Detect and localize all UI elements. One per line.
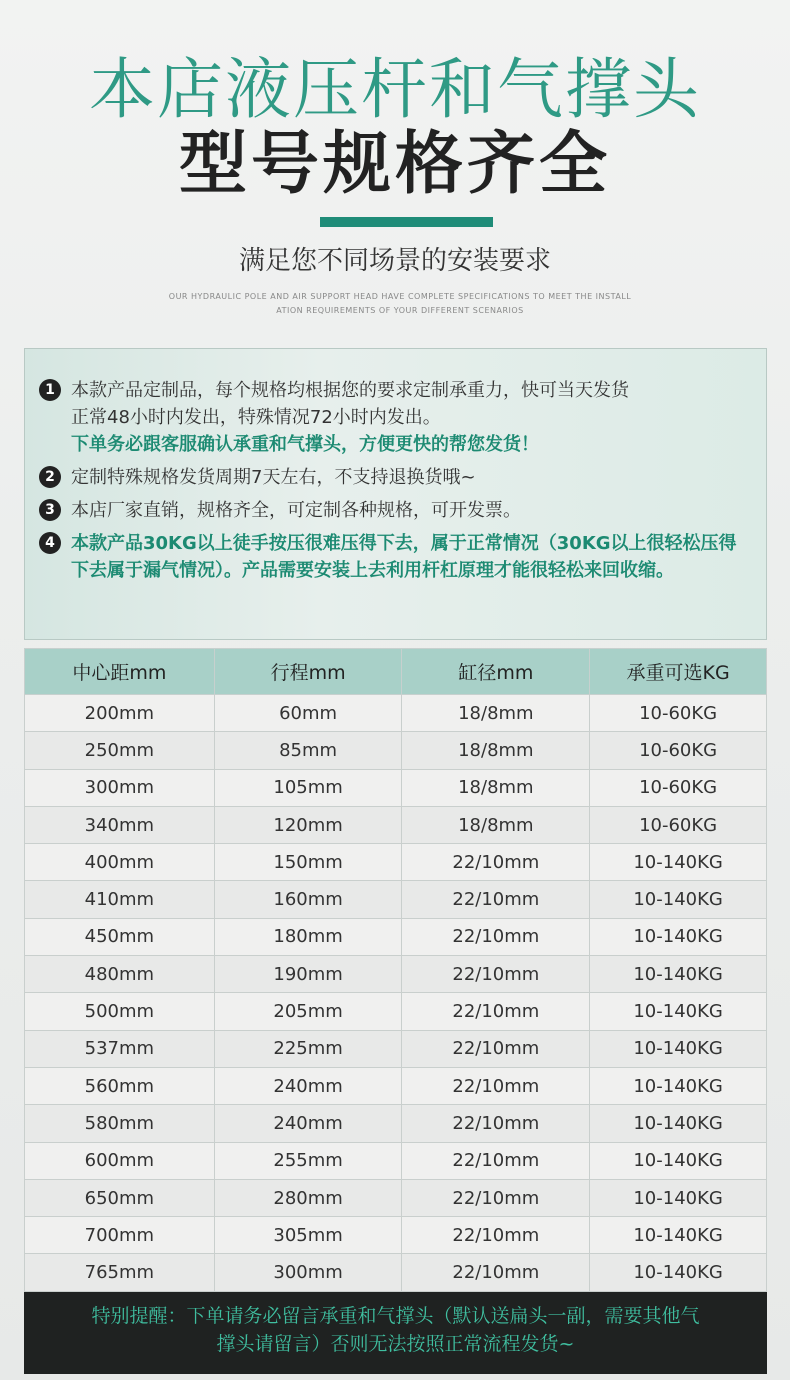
table-cell: 22/10mm <box>402 993 590 1030</box>
note-3 <box>39 497 754 524</box>
table-row <box>25 769 767 806</box>
table-cell: 600mm <box>25 1142 215 1179</box>
reminder-line-1: 特别提醒：下单请务必留言承重和气撑头（默认送扁头一副，需要其他气 <box>91 1305 700 1327</box>
table-cell: 240mm <box>214 1105 402 1142</box>
table-cell: 560mm <box>25 1067 215 1104</box>
table-cell: 10-140KG <box>590 844 767 881</box>
table-cell: 537mm <box>25 1030 215 1067</box>
table-row <box>25 806 767 843</box>
table-cell: 205mm <box>214 993 402 1030</box>
table-cell: 160mm <box>214 881 402 918</box>
table-cell: 650mm <box>25 1179 215 1216</box>
table-cell: 22/10mm <box>402 956 590 993</box>
note-1-line-1: 本款产品定制品，每个规格均根据您的要求定制承重力，快可当天发货 <box>71 380 629 401</box>
table-cell: 10-140KG <box>590 1217 767 1254</box>
note-1-line-2: 正常48小时内发出，特殊情况72小时内发出。 <box>71 407 441 428</box>
table-cell: 18/8mm <box>402 769 590 806</box>
table-cell: 10-60KG <box>590 769 767 806</box>
note-4 <box>39 530 754 584</box>
table-cell: 18/8mm <box>402 732 590 769</box>
table-cell: 10-140KG <box>590 993 767 1030</box>
table-cell: 22/10mm <box>402 1142 590 1179</box>
table-cell: 150mm <box>214 844 402 881</box>
table-row <box>25 881 767 918</box>
table-cell: 410mm <box>25 881 215 918</box>
table-cell: 225mm <box>214 1030 402 1067</box>
table-cell: 10-140KG <box>590 881 767 918</box>
table-header-row <box>25 649 767 695</box>
table-cell: 240mm <box>214 1067 402 1104</box>
column-header-load: 承重可选KG <box>590 649 767 695</box>
table-cell: 10-140KG <box>590 1030 767 1067</box>
table-cell: 305mm <box>214 1217 402 1254</box>
reminder-banner <box>24 1292 767 1374</box>
table-row <box>25 732 767 769</box>
table-cell: 340mm <box>25 806 215 843</box>
table-cell: 450mm <box>25 918 215 955</box>
table-row <box>25 1254 767 1291</box>
table-cell: 18/8mm <box>402 806 590 843</box>
table-cell: 60mm <box>214 695 402 732</box>
table-cell: 10-60KG <box>590 732 767 769</box>
note-3-text: 本店厂家直销，规格齐全，可定制各种规格，可开发票。 <box>71 500 521 521</box>
table-cell: 400mm <box>25 844 215 881</box>
table-row <box>25 1179 767 1216</box>
table-cell: 10-140KG <box>590 1067 767 1104</box>
table-row <box>25 1067 767 1104</box>
table-row <box>25 1142 767 1179</box>
page-subtitle-bold: 型号规格齐全 <box>178 125 611 204</box>
table-cell: 480mm <box>25 956 215 993</box>
table-cell: 765mm <box>25 1254 215 1291</box>
table-row <box>25 956 767 993</box>
table-cell: 200mm <box>25 695 215 732</box>
table-cell: 10-140KG <box>590 918 767 955</box>
table-cell: 85mm <box>214 732 402 769</box>
note-2-text: 定制特殊规格发货周期7天左右，不支持退换货哦~ <box>71 467 476 488</box>
note-2 <box>39 464 754 491</box>
table-cell: 10-140KG <box>590 1142 767 1179</box>
table-cell: 500mm <box>25 993 215 1030</box>
table-cell: 22/10mm <box>402 1179 590 1216</box>
english-caption-line-1: OUR HYDRAULIC POLE AND AIR SUPPORT HEAD HAVE COMPLETE SPECIFICATIONS TO MEET THE INSTALL <box>168 292 632 301</box>
table-cell: 580mm <box>25 1105 215 1142</box>
table-row <box>25 844 767 881</box>
number-badge-icon: 3 <box>39 499 61 521</box>
table-cell: 105mm <box>214 769 402 806</box>
table-cell: 250mm <box>25 732 215 769</box>
table-cell: 300mm <box>25 769 215 806</box>
number-badge-icon: 4 <box>39 532 61 554</box>
table-row <box>25 918 767 955</box>
table-cell: 10-60KG <box>590 806 767 843</box>
table-cell: 255mm <box>214 1142 402 1179</box>
column-header-center-distance: 中心距mm <box>25 649 215 695</box>
table-cell: 22/10mm <box>402 918 590 955</box>
table-cell: 10-140KG <box>590 1254 767 1291</box>
table-cell: 300mm <box>214 1254 402 1291</box>
table-row <box>25 993 767 1030</box>
table-cell: 10-140KG <box>590 1105 767 1142</box>
subtitle: 满足您不同场景的安装要求 <box>238 246 551 276</box>
table-body <box>25 695 767 1292</box>
notes-panel <box>24 348 767 640</box>
note-4-text: 本款产品30KG以上徒手按压很难压得下去，属于正常情况（30KG以上很轻松压得下去属于漏气情况）。产品需要安装上去利用杆杠原理才能很轻松来回收缩。 <box>71 533 737 581</box>
number-badge-icon: 2 <box>39 466 61 488</box>
table-cell: 22/10mm <box>402 881 590 918</box>
spec-table <box>24 648 767 1292</box>
table-cell: 22/10mm <box>402 1030 590 1067</box>
table-cell: 700mm <box>25 1217 215 1254</box>
table-cell: 22/10mm <box>402 1067 590 1104</box>
english-caption-line-2: ATION REQUIREMENTS OF YOUR DIFFERENT SCENARIOS <box>276 306 524 315</box>
table-cell: 22/10mm <box>402 844 590 881</box>
table-row <box>25 695 767 732</box>
table-cell: 190mm <box>214 956 402 993</box>
table-row <box>25 1030 767 1067</box>
number-badge-icon: 1 <box>39 379 61 401</box>
note-1 <box>39 377 754 458</box>
reminder-line-2: 撑头请留言）否则无法按照正常流程发货~ <box>216 1333 575 1355</box>
table-cell: 280mm <box>214 1179 402 1216</box>
note-1-highlight: 下单务必跟客服确认承重和气撑头，方便更快的帮您发货！ <box>71 434 539 455</box>
table-cell: 22/10mm <box>402 1254 590 1291</box>
english-caption <box>130 290 670 318</box>
page-title: 本店液压杆和气撑头 <box>89 51 701 128</box>
table-row <box>25 1217 767 1254</box>
table-cell: 22/10mm <box>402 1217 590 1254</box>
table-cell: 10-60KG <box>590 695 767 732</box>
table-cell: 10-140KG <box>590 1179 767 1216</box>
table-cell: 22/10mm <box>402 1105 590 1142</box>
accent-divider <box>320 217 493 227</box>
table-cell: 120mm <box>214 806 402 843</box>
table-cell: 10-140KG <box>590 956 767 993</box>
table-cell: 18/8mm <box>402 695 590 732</box>
table-cell: 180mm <box>214 918 402 955</box>
column-header-bore: 缸径mm <box>402 649 590 695</box>
column-header-stroke: 行程mm <box>214 649 402 695</box>
table-row <box>25 1105 767 1142</box>
